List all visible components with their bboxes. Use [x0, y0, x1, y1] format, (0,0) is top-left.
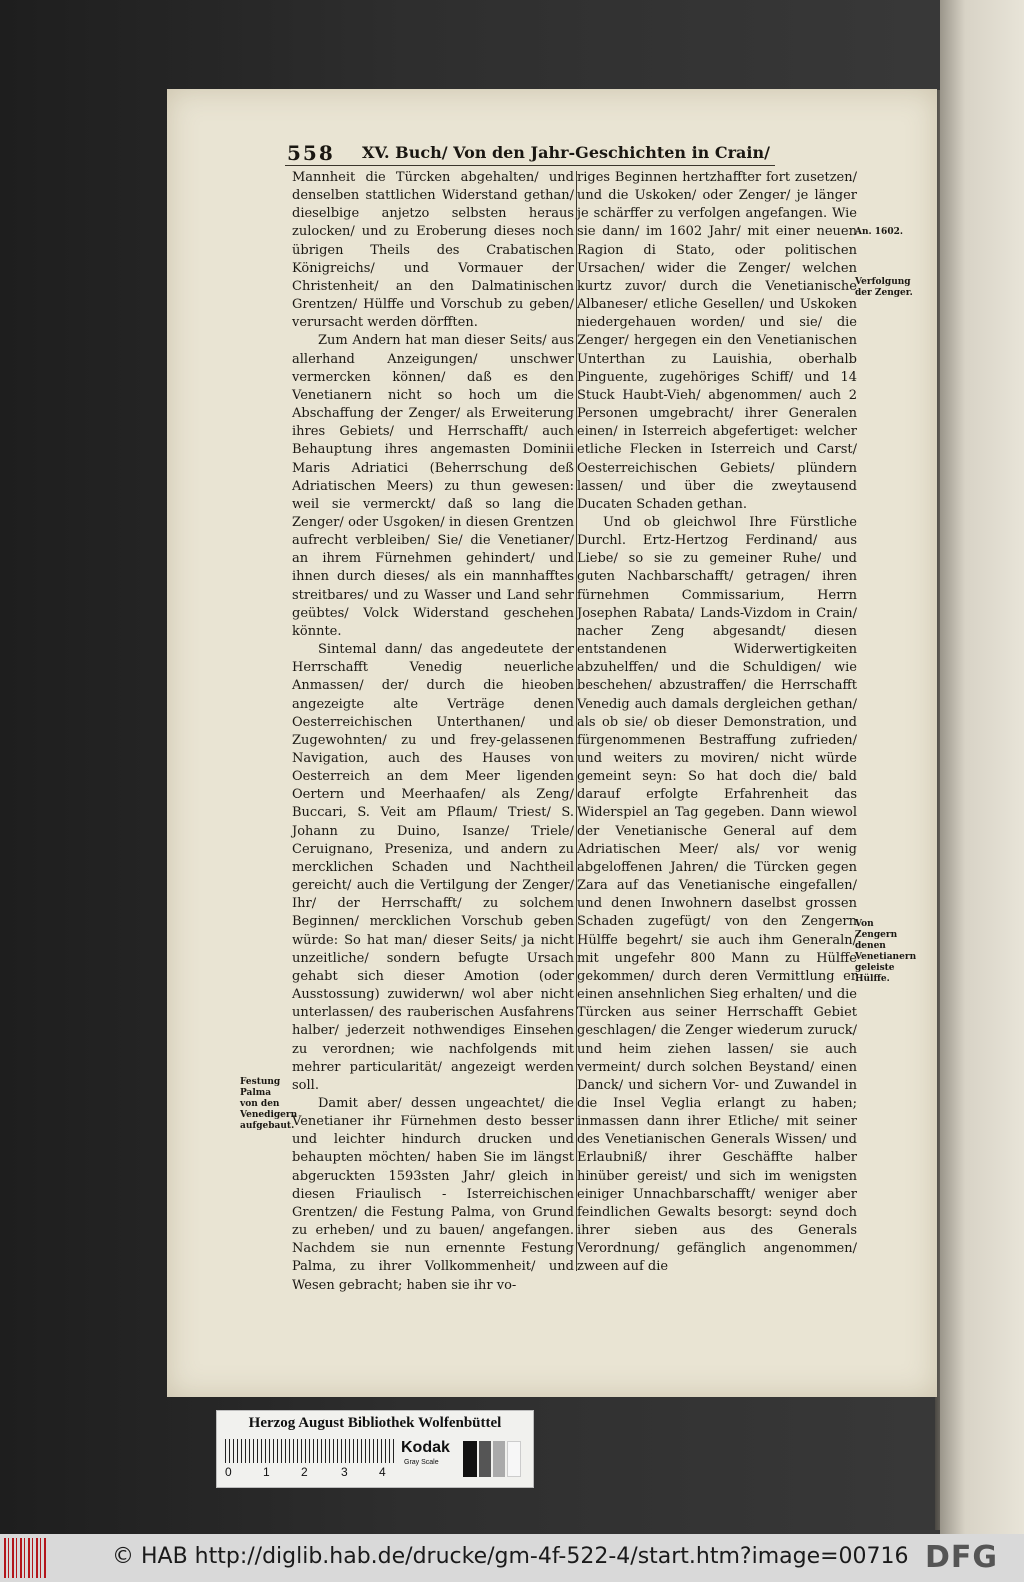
book-page [167, 89, 937, 1397]
paragraph: riges Beginnen hertzhaffter fort zusetzen/ und die Uskoken/ oder Zenger/ je länger je schärffer zu verfolgen angefangen. Wie sie dann/ im 1602 Jahr/ mit einer neuen Ragion di Stato, oder politischen Ursachen/ wider die Zenger/ welchen kurtz zuvor/ durch die Venetianische Albaneser/ etliche Gesellen/ und Uskoken niedergehauen worden/ und sie/ die Zenger/ hergegen ein den Venetianischen Unterthan zu Lauishia, oberhalb Pinguente, zugehöriges Schiff/ und 14 Stuck Haubt-Vieh/ abgenommen/ auch 2 Personen umgebracht/ ihrer Generalen einen/ in Isterreich abgefertiget: welcher etliche Flecken in Isterreich und Carst/ Oesterreichischen Gebiets/ plündern lassen/ und über die zweytausend Ducaten Schaden gethan. [577, 170, 857, 512]
gray-swatch [463, 1441, 477, 1477]
dfg-logo: DFG [925, 1540, 999, 1575]
gray-scale-label: Gray Scale [404, 1459, 439, 1466]
ruler-number: 1 [263, 1465, 270, 1479]
header-rule [285, 165, 775, 166]
ruler-number: 3 [341, 1465, 348, 1479]
margin-note-year: An. 1602. [855, 227, 903, 237]
gray-swatch [493, 1441, 505, 1477]
library-color-card [216, 1410, 534, 1488]
next-page-partial [940, 0, 1024, 1534]
margin-note-persecution: Verfolgung der Zenger. [855, 277, 913, 298]
page-header [287, 141, 907, 165]
library-name: Herzog August Bibliothek Wolfenbüttel [248, 1415, 502, 1431]
paragraph: Und ob gleichwol Ihre Fürstliche Durchl. Ertz-Hertzog Ferdinand/ aus Liebe/ so sie zu gemeiner Ruhe/ und guten Nachbarschafft/ getragen/ ihren fürnehmen Commissarium, Herrn Josephen Rabata/ Lands-Vizdom in Crain/ nacher Zeng abgesandt/ diesen entstandenen Widerwertigkeiten abzuhelffen/ und die Schuldigen/ wie beschehen/ abzustraffen/ die Herrschafft Venedig auch damals dergleichen gethan/ als ob sie/ ob dieser Demonstration, und fürgenommenen Bestraffung zufrieden/ und weiters zu moviren/ nicht würde gemeint seyn: So hat doch die/ bald darauf erfolgte Erfahrenheit das Widerspiel an Tag gegeben. Dann wiewol der Venetianische General auf dem Adriatischen Meer/ als/ vor wenig abgeloffenen Jahren/ die Türcken gegen Zara auf das Venetianische eingefallen/ und denen Inwohnern daselbst grossen Schaden zugefügt/ von den Zengern Hülffe begehrt/ sie auch ihm Generaln/ mit ungefehr 800 Mann zu Hülffe gekommen/ durch deren Vermittlung er einen ansehnlichen Sieg erhalten/ und die Türcken aus seiner Herrschafft Gebiet geschlagen/ die Zenger wiederum zuruck/ und heim ziehen lassen/ sie auch vermeint/ durch solchen Beystand/ einen Danck/ und sichern Vor- und Zuwandel in die Insel Veglia erlangt zu haben; inmassen dann ihrer Etliche/ mit seiner des Venetianischen Generals Wissen/ und Erlaubniß/ ihrer Geschäffte halber hinüber gereist/ und sich im wenigsten einiger Unnachbarschafft/ weniger aber feindlichen Gewalts besorgt: seynd doch ihrer sieben aus des Generals Verordnung/ gefänglich angenommen/ zween auf die [577, 514, 857, 1275]
right-column [577, 169, 857, 1277]
ruler-number: 4 [379, 1465, 386, 1479]
margin-note-help: Von Zengern denen Venetianern geleiste Hülffe. [855, 919, 917, 984]
paragraph: Zum Andern hat man dieser Seits/ aus allerhand Anzeigungen/ unschwer vermercken können/ daß es den Venetianern nicht so hoch um die Abschaffung der Zenger/ als Erweiterung ihres Gebiets/ und Herrschafft/ auch Behauptung ihres angemasten Dominii Maris Adriatici (Beherrschung deß Adriatischen Meers) zu thun gewesen: weil sie vermerckt/ daß so lang die Zenger/ oder Usgoken/ in diesen Grentzen aufrecht verbleiben/ Sie/ die Venetianer/ an ihrem Fürnehmen gehindert/ und ihnen durch dieses/ als ein mannhafftes streitbares/ und zu Wasser und Land sehr geübtes/ Volck Widerstand geschehen könnte. [292, 333, 574, 639]
paragraph: Mannheit die Türcken abgehalten/ und denselben stattlichen Widerstand gethan/ dieselbige anjetzo selbsten heraus zulocken/ und zu Eroberung dieses noch übrigen Theils des Crabatischen Königreichs/ und Vormauer der Christenheit/ an den Dalmatinischen Grentzen/ Hülffe und Vorschub zu geben/ verursacht werden dörfften. [292, 170, 574, 331]
ruler [225, 1439, 395, 1463]
paragraph: Sintemal dann/ das angedeutete der Herrschafft Venedig neuerliche Anmassen/ der/ durch die hieoben angezeigte alte Verträge denen Oesterreichischen Unterthanen/ und Zugewohnten/ zu und frey-gelassenen Navigation, auch des Hauses von Oesterreich an dem Meer ligenden Oertern und Meerhaafen/ als Zeng/ Buccari, S. Veit am Pflaum/ Triest/ S. Johann zu Duino, Isanze/ Triele/ Ceruignano, Preseniza, und andern zu mercklichen Schaden und Nachtheil gereicht/ auch die Vertilgung der Zenger/ Ihr/ der Herrschafft/ zu solchem Beginnen/ mercklichen Vorschub geben würde: So hat man/ dieser Seits/ ja nicht unzeitliche/ sondern befugte Ursach gehabt sich dieser Amotion (oder Ausstossung) zuwiderwn/ wol aber nicht unterlassen/ des rauberischen Ausfahrens halber/ jederzeit nothwendiges Einsehen zu verordnen; wie nachfolgends mit mehrer particularität/ angezeigt werden soll. [292, 642, 574, 1093]
ruler-number: 2 [301, 1465, 308, 1479]
left-column [292, 169, 574, 1295]
ruler-number: 0 [225, 1465, 232, 1479]
footer-bar [0, 1534, 1024, 1582]
barcode-icon [4, 1538, 46, 1578]
paragraph: Damit aber/ dessen ungeachtet/ die Venetianer ihr Fürnehmen desto besser und leichter hindurch drucken und behaupten möchten/ haben Sie im längst abgeruckten 1593sten Jahr/ gleich in diesen Friaulisch - Isterreichischen Grentzen/ die Festung Palma, von Grund zu erheben/ und zu bauen/ angefangen. Nachdem sie nun ernennte Festung Palma, zu ihrer Vollkommenheit/ und Wesen gebracht; haben sie ihr vo- [292, 1095, 574, 1293]
running-title: XV. Buch/ Von den Jahr-Geschichten in Crain/ [362, 143, 770, 162]
margin-note-fortress: Festung Palma von den Venedigern aufgebaut. [240, 1077, 298, 1131]
gray-swatch [479, 1441, 491, 1477]
gray-swatch [507, 1441, 521, 1477]
page-number: 558 [287, 141, 335, 165]
copyright-url[interactable]: © HAB http://diglib.hab.de/drucke/gm-4f-522-4/start.htm?image=00716 [112, 1544, 909, 1569]
kodak-logo: Kodak [401, 1439, 450, 1456]
